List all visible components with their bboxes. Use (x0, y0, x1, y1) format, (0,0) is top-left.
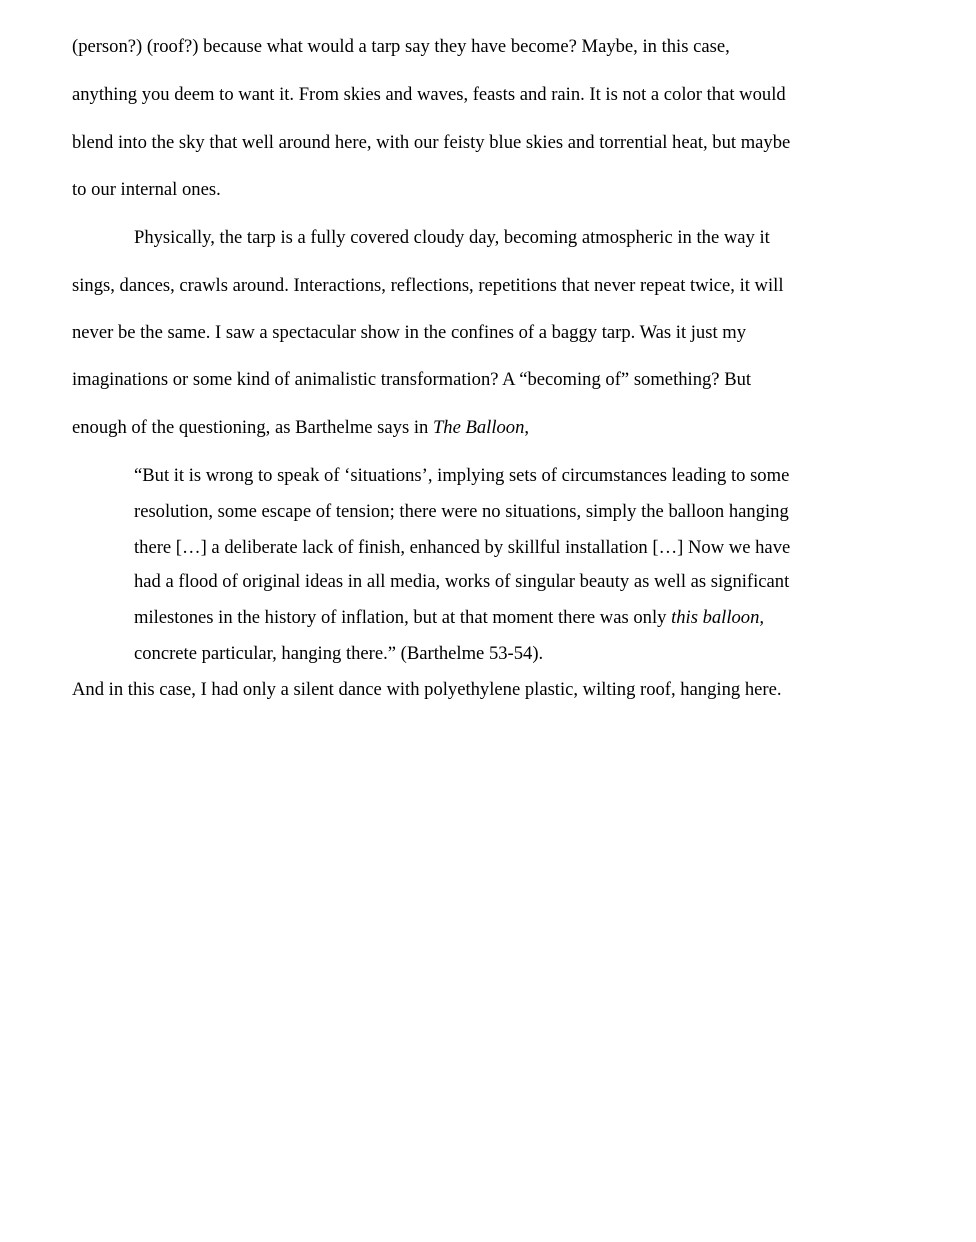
block-quote-line-5-text: milestones in the history of inflation, but at that moment there was only (134, 607, 672, 628)
paragraph-1-line-4: to our internal ones. (72, 179, 221, 200)
paragraph-1-line-2: anything you deem to want it. From skies and waves, feasts and rain. It is not a color that would (72, 84, 786, 105)
paragraph-1-line-3: blend into the sky that well around here, with our feisty blue skies and torrential heat, but maybe (72, 132, 791, 153)
paragraph-1-line-1: (person?) (roof?) because what would a tarp say they have become? Maybe, in this case, (72, 36, 730, 57)
paragraph-2-line-5 (72, 419, 529, 438)
block-quote-line-2: resolution, some escape of tension; there were no situations, simply the balloon hanging (134, 501, 789, 522)
block-quote-line-5 (134, 609, 764, 628)
paragraph-2-line-5-text: enough of the questioning, as Barthelme says in (72, 417, 433, 438)
paragraph-2-line-5-end: , (524, 417, 530, 438)
book-title: The Balloon (432, 417, 525, 438)
block-quote-italic: this balloon, (671, 607, 765, 628)
paragraph-2-line-2: sings, dances, crawls around. Interactions, reflections, repetitions that never repeat twice, it will (72, 275, 784, 296)
closing-line: And in this case, I had only a silent dance with polyethylene plastic, wilting roof, hanging here. (72, 679, 782, 700)
block-quote-line-3: there […] a deliberate lack of finish, enhanced by skillful installation […] Now we have (134, 537, 791, 558)
paragraph-2-line-4: imaginations or some kind of animalistic transformation? A “becoming of” something? But (72, 369, 752, 390)
block-quote-line-1: “But it is wrong to speak of ‘situations’, implying sets of circumstances leading to some (134, 465, 790, 486)
block-quote-line-4: had a flood of original ideas in all media, works of singular beauty as well as significant (134, 571, 790, 592)
block-quote-line-6: concrete particular, hanging there.” (Barthelme 53-54). (134, 643, 544, 664)
paragraph-2-line-3: never be the same. I saw a spectacular show in the confines of a baggy tarp. Was it just my (72, 322, 747, 343)
paragraph-2-line-1: Physically, the tarp is a fully covered cloudy day, becoming atmospheric in the way it (134, 227, 770, 248)
